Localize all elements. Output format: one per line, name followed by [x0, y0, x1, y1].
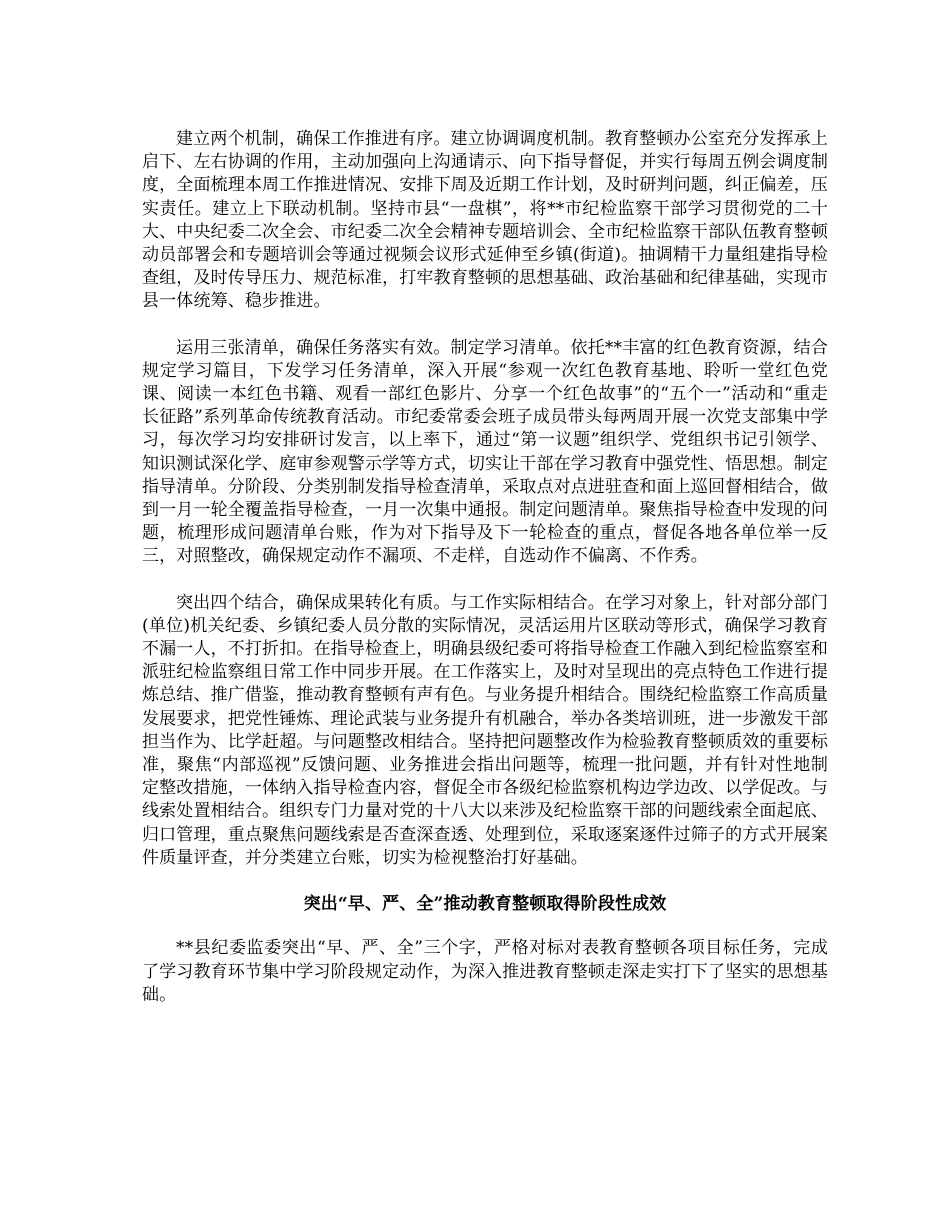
- paragraph-county-summary: **县纪委监委突出“早、严、全”三个字，严格对标对表教育整顿各项目标任务，完成了学习教育环节集中学习阶段规定动作，为深入推进教育整顿走深走实打下了坚实的思想基础。: [142, 938, 828, 1005]
- paragraph-four-combinations: 突出四个结合，确保成果转化有质。与工作实际相结合。在学习对象上，针对部分部门(单位)机关纪委、乡镇纪委人员分散的实际情况，灵活运用片区联动等形式，确保学习教育不漏一人，不打折扣。在指导检查上，明确县级纪委可将指导检查工作融入到纪检监察室和派驻纪检监察组日常工作中同步开展。在工作落实上，及时对呈现出的亮点特色工作进行提炼总结、推广借鉴，推动教育整顿有声有色。与业务提升相结合。围绕纪检监察工作高质量发展要求，把党性锤炼、理论武装与业务提升有机融合，举办各类培训班，进一步激发干部担当作为、比学赶超。与问题整改相结合。坚持把问题整改作为检验教育整顿质效的重要标准，聚焦“内部巡视”反馈问题、业务推进会指出问题等，梳理一批问题，并有针对性地制定整改措施，一体纳入指导检查内容，督促全市各级纪检监察机构边学边改、以学促改。与线索处置相结合。组织专门力量对党的十八大以来涉及纪检监察干部的问题线索全面起底、归口管理，重点聚焦问题线索是否查深查透、处理到位，采取逐案逐件过筛子的方式开展案件质量评查，并分类建立台账，切实为检视整治打好基础。: [142, 592, 828, 868]
- document-body: [142, 128, 828, 1030]
- paragraph-two-mechanisms: 建立两个机制，确保工作推进有序。建立协调调度机制。教育整顿办公室充分发挥承上启下、左右协调的作用，主动加强向上沟通请示、向下指导督促，并实行每周五例会调度制度，全面梳理本周工作推进情况、安排下周及近期工作计划，及时研判问题，纠正偏差，压实责任。建立上下联动机制。坚持市县“一盘棋”，将**市纪检监察干部学习贯彻党的二十大、中央纪委二次全会、市纪委二次全会精神专题培训会、全市纪检监察干部队伍教育整顿动员部署会和专题培训会等通过视频会议形式延伸至乡镇(街道)。抽调精干力量组建指导检查组，及时传导压力、规范标准，打牢教育整顿的思想基础、政治基础和纪律基础，实现市县一体统筹、稳步推进。: [142, 129, 828, 312]
- paragraph-three-lists: 运用三张清单，确保任务落实有效。制定学习清单。依托**丰富的红色教育资源，结合规定学习篇目，下发学习任务清单，深入开展“参观一次红色教育基地、聆听一堂红色党课、阅读一本红色书籍、观看一部红色影片、分享一个红色故事”的“五个一”活动和“重走长征路”系列革命传统教育活动。市纪委常委会班子成员带头每两周开展一次党支部集中学习，每次学习均安排研讨发言，以上率下，通过“第一议题”组织学、党组织书记引领学、知识测试深化学、庭审参观警示学等方式，切实让干部在学习教育中强党性、悟思想。制定指导清单。分阶段、分类别制发指导检查清单，采取点对点进驻查和面上巡回督相结合，做到一月一轮全覆盖指导检查，一月一次集中通报。制定问题清单。聚焦指导检查中发现的问题，梳理形成问题清单台账，作为对下指导及下一轮检查的重点，督促各地各单位举一反三，对照整改，确保规定动作不漏项、不走样，自选动作不偏离、不作秀。: [142, 337, 828, 567]
- section-heading: 突出“早、严、全”推动教育整顿取得阶段性成效: [303, 894, 667, 915]
